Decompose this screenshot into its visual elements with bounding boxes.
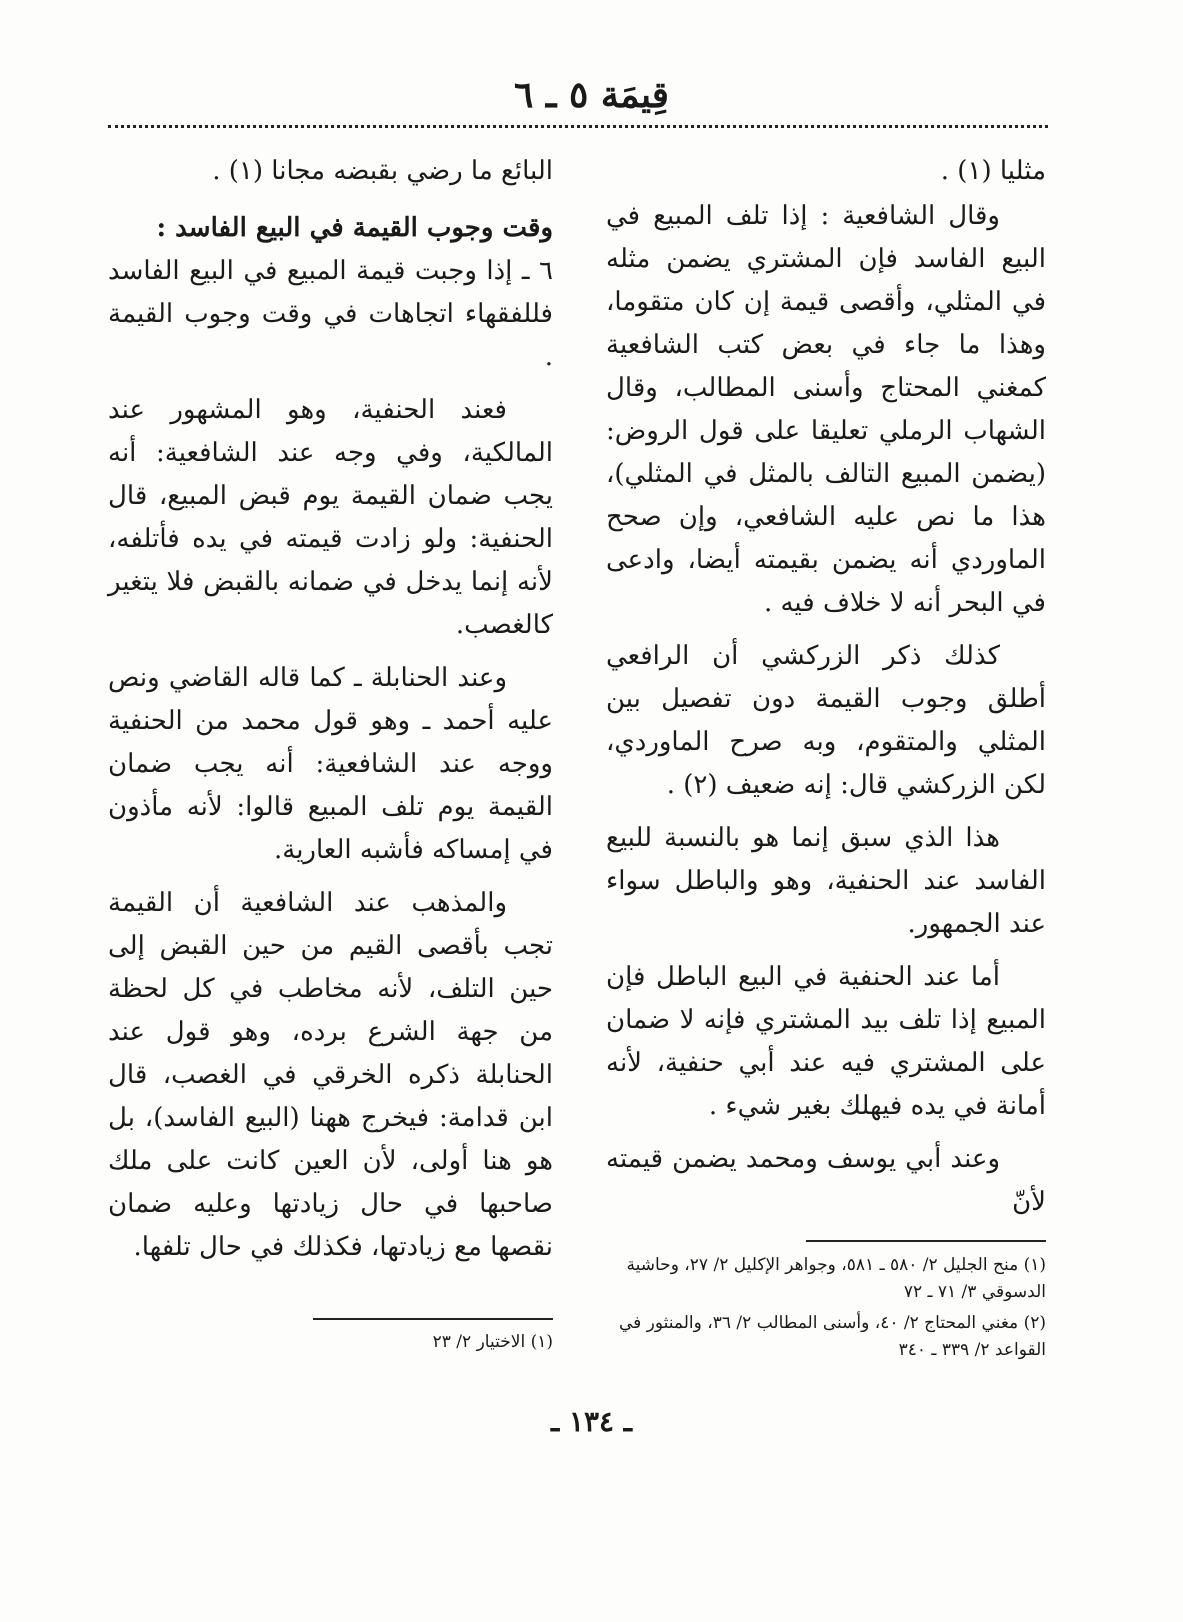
paragraph: مثليا (١) . — [940, 156, 1046, 186]
left-footnotes — [108, 1329, 553, 1360]
paragraph: البائع ما رضي بقبضه مجانا (١) . — [212, 156, 553, 186]
page-header-title: قِيمَة ٥ ـ ٦ — [513, 74, 670, 116]
right-footnotes — [606, 1252, 1046, 1368]
paragraph: فعند الحنفية، وهو المشهور عند المالكية، وفي وجه عند الشافعية: أنه يجب ضمان القيمة يوم قبض المبيع، قال الحنفية: ولو زادت قيمته في يده فأتلفه، لأنه إنما يدخل في ضمانه بالقبض فلا يتغير كالغصب. — [108, 395, 553, 640]
paragraph: وعند الحنابلة ـ كما قاله القاضي ونص عليه أحمد ـ وهو قول محمد من الحنفية ووجه عند الشافعية: أنه يجب ضمان القيمة يوم تلف المبيع قالوا: لأنه مأذون في إمساكه فأشبه العارية. — [108, 663, 553, 865]
header-dotted-rule — [108, 125, 1048, 128]
paragraph: ٦ ـ إذا وجبت قيمة المبيع في البيع الفاسد فللفقهاء اتجاهات في وقت وجوب القيمة . — [108, 256, 553, 372]
section-heading: وقت وجوب القيمة في البيع الفاسد : — [156, 213, 553, 243]
paragraph: والمذهب عند الشافعية أن القيمة تجب بأقصى القيم من حين القبض إلى حين التلف، لأنه مخاطب في كل لحظة من جهة الشرع برده، وهو قول عند الحنابلة ذكره الخرقي في الغصب، قال ابن قدامة: فيخرج ههنا (البيع الفاسد)، بل هو هنا أولى، لأن العين كانت على ملك صاحبها في حال زيادتها وعليه ضمان نقصها مع زيادتها، فكذلك في حال تلفها. — [108, 888, 553, 1262]
footnote-separator — [313, 1318, 553, 1320]
paragraph: كذلك ذكر الزركشي أن الرافعي أطلق وجوب القيمة دون تفصيل بين المثلي والمتقوم، وبه صرح الماوردي، لكن الزركشي قال: إنه ضعيف (٢) . — [606, 641, 1046, 800]
paragraph: وعند أبي يوسف ومحمد يضمن قيمته لأنّ — [606, 1144, 1046, 1217]
page-number: ـ ١٣٤ ـ — [550, 1405, 633, 1438]
left-column — [108, 150, 553, 1279]
paragraph: هذا الذي سبق إنما هو بالنسبة للبيع الفاسد عند الحنفية، وهو والباطل سواء عند الجمهور. — [606, 823, 1046, 939]
right-column — [606, 150, 1046, 1234]
paragraph: وقال الشافعية : إذا تلف المبيع في البيع الفاسد فإن المشتري يضمن مثله في المثلي، وأقصى قيمة إن كان متقوما، وهذا ما جاء في بعض كتب الشافعية كمغني المحتاج وأسنى المطالب، وقال الشهاب الرملي تعليقا على قول الروض: (يضمن المبيع التالف بالمثل في المثلي)، هذا ما نص عليه الشافعي، وإن صحح الماوردي أنه يضمن بقيمته أيضا، وادعى في البحر أنه لا خلاف فيه . — [606, 201, 1046, 618]
footnote-separator — [806, 1240, 1046, 1242]
paragraph: أما عند الحنفية في البيع الباطل فإن المبيع إذا تلف بيد المشتري فإنه لا ضمان على المشتري فيه عند أبي حنفية، لأنه أمانة في يده فيهلك بغير شيء . — [606, 962, 1046, 1121]
footnote: (١) الاختيار ٢/ ٢٣ — [432, 1332, 553, 1352]
footnote: (١) منح الجليل ٢/ ٥٨٠ ـ ٥٨١، وجواهر الإكليل ٢/ ٢٧، وحاشية الدسوقي ٣/ ٧١ ـ ٧٢ — [626, 1255, 1046, 1302]
footnote: (٢) مغني المحتاج ٢/ ٤٠، وأسنى المطالب ٢/ ٣٦، والمنثور في القواعد ٢/ ٣٣٩ ـ ٣٤٠ — [618, 1313, 1046, 1360]
